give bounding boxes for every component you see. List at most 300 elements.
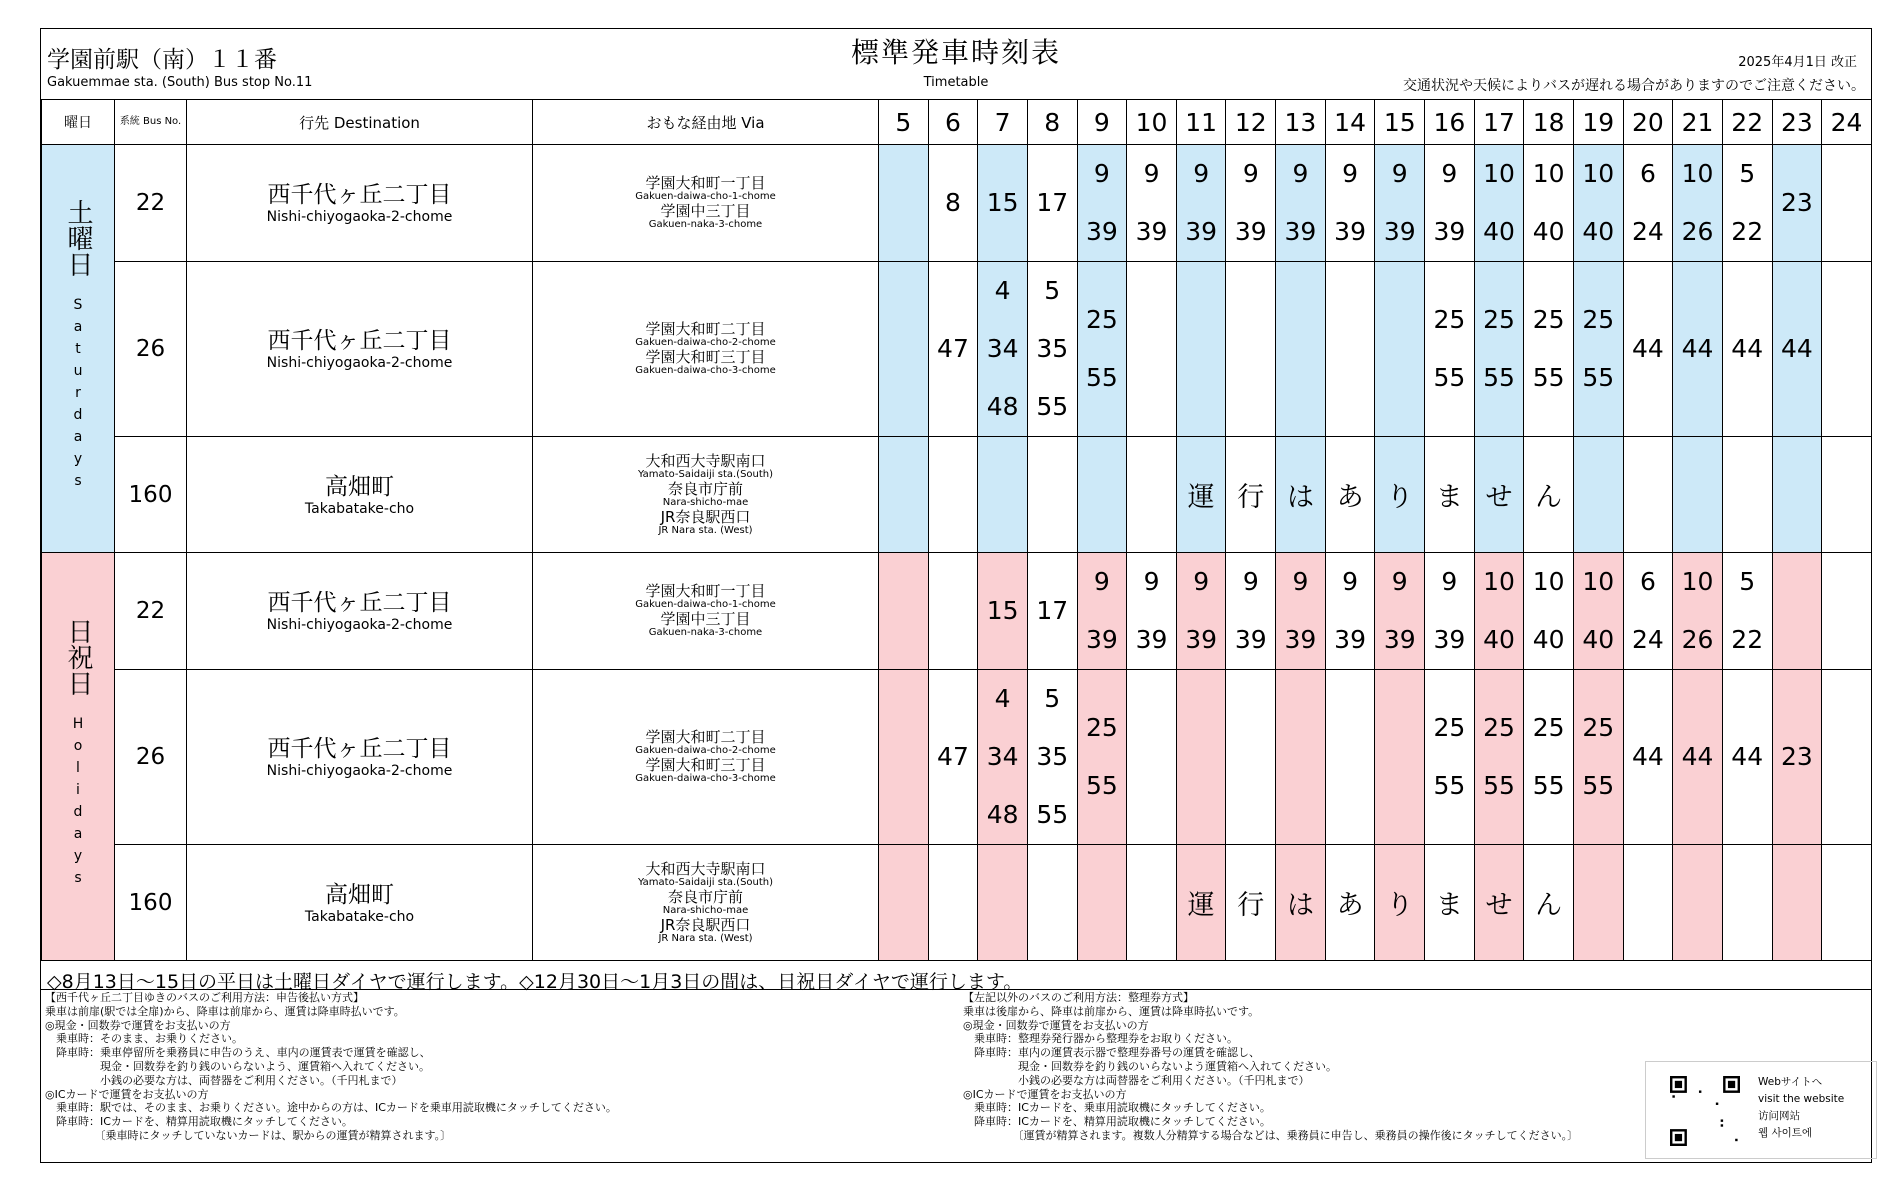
qr-code-icon[interactable] xyxy=(1666,1076,1744,1146)
departure-minute: 44 xyxy=(1632,334,1664,363)
departure-cell xyxy=(1772,145,1822,262)
departure-cell xyxy=(1822,670,1872,845)
departure-minute: 24 xyxy=(1632,217,1664,246)
departure-cell xyxy=(1127,262,1177,437)
not-running-cell: 行 xyxy=(1226,437,1276,553)
departure-minute: 17 xyxy=(1036,596,1069,625)
not-running-cell: ま xyxy=(1425,845,1475,961)
departure-minute: 15 xyxy=(986,188,1019,217)
departure-minute: 39 xyxy=(1284,217,1317,246)
departure-minute: 9 xyxy=(1391,159,1408,188)
route-number: 26 xyxy=(115,262,187,437)
via-stop-en: Gakuen-naka-3-chome xyxy=(648,627,763,638)
via-stop: 奈良市庁前 xyxy=(667,479,743,498)
departure-cell xyxy=(879,670,929,845)
departure-cell xyxy=(1375,262,1425,437)
departure-cell xyxy=(928,145,978,262)
departure-cell xyxy=(1673,145,1723,262)
departure-minute: 39 xyxy=(1433,625,1466,654)
departure-minute: 39 xyxy=(1085,217,1118,246)
via-stop: 学園中三丁目 xyxy=(660,610,751,628)
hour-header: 11 xyxy=(1176,100,1226,145)
departure-cell xyxy=(978,145,1028,262)
departure-minute: 40 xyxy=(1582,625,1615,654)
departure-minute: 9 xyxy=(1292,567,1309,596)
not-running-cell xyxy=(1772,845,1822,961)
departure-cell xyxy=(1077,553,1127,670)
departure-cell xyxy=(1027,670,1077,845)
departure-cell xyxy=(1673,262,1723,437)
via-stop-en: Gakuen-daiwa-cho-1-chome xyxy=(635,191,776,202)
departure-minute: 47 xyxy=(937,334,969,363)
col-header-via: おもな経由地 Via xyxy=(533,100,879,145)
via-stop: 奈良市庁前 xyxy=(667,887,743,906)
departure-cell xyxy=(1176,262,1226,437)
departure-cell xyxy=(1573,670,1623,845)
departure-minute: 25 xyxy=(1085,713,1118,742)
departure-minute: 9 xyxy=(1093,159,1110,188)
not-running-cell xyxy=(1673,845,1723,961)
departure-cell xyxy=(1127,670,1177,845)
departure-minute: 25 xyxy=(1085,305,1118,334)
departure-minute: 39 xyxy=(1135,217,1168,246)
departure-minute: 26 xyxy=(1681,217,1714,246)
destination-cell xyxy=(187,262,533,437)
fare-instructions-right: 【左記以外のバスのご利用方法：整理券方式】 乗車は後扉から、降車は前扉から、運賃は降車時払いです。 ◎現金・回数券で運賃をお支払いの方 乗車時：整理券発行器から整理券をお取りください。 降車時：車内の運賃表示器で整理券番号の運賃を確認し、 現金・回数券を釣り銭のいらないよう運賃箱へ入れてください。 小銭の必要な方は両替器をご利用ください。（千円札まで） ◎ICカードで運賃をお支払いの方 乗車時：ICカードを、乗車用読取機にタッチしてください。 降車時：ICカードを、精算用読取機にタッチしてください。 〔運賃が精算されます。複数人分精算する場合などは、乗務員に申告し、乗務員の操作後にタッチしてください。〕 xyxy=(963,991,1579,1142)
route-number: 26 xyxy=(115,670,187,845)
destination-cell xyxy=(187,553,533,670)
via-cell xyxy=(533,845,879,961)
via-stop-en: Nara-shicho-mae xyxy=(662,496,749,508)
route-row xyxy=(42,553,1872,670)
departure-minute: 34 xyxy=(986,742,1019,771)
hour-header: 12 xyxy=(1226,100,1276,145)
departure-minute: 25 xyxy=(1582,305,1615,334)
website-text-line: Webサイトへ xyxy=(1758,1076,1823,1088)
hour-header: 14 xyxy=(1325,100,1375,145)
hour-header: 23 xyxy=(1772,100,1822,145)
via-stop: JR奈良駅西口 xyxy=(660,915,751,934)
departure-cell xyxy=(1176,145,1226,262)
not-running-cell xyxy=(1573,845,1623,961)
via-stop-en: Gakuen-daiwa-cho-2-chome xyxy=(635,745,776,756)
page-title: 標準発車時刻表 xyxy=(850,36,1061,69)
via-stop-en: Gakuen-daiwa-cho-3-chome xyxy=(635,773,776,784)
not-running-cell xyxy=(1822,437,1872,553)
timetable-grid xyxy=(41,99,1872,961)
departure-minute: 6 xyxy=(1639,159,1656,188)
departure-minute: 55 xyxy=(1433,363,1466,392)
col-header-day: 曜日 xyxy=(42,100,115,145)
departure-minute: 9 xyxy=(1441,159,1458,188)
hour-header: 17 xyxy=(1474,100,1524,145)
departure-minute: 39 xyxy=(1433,217,1466,246)
departure-cell xyxy=(1623,145,1673,262)
departure-cell xyxy=(978,553,1028,670)
route-number: 160 xyxy=(115,437,187,553)
departure-cell xyxy=(1127,553,1177,670)
via-stop: 学園大和町一丁目 xyxy=(645,174,766,192)
departure-minute: 10 xyxy=(1532,567,1565,596)
departure-minute: 23 xyxy=(1780,742,1813,771)
departure-minute: 10 xyxy=(1681,567,1714,596)
departure-minute: 39 xyxy=(1234,625,1267,654)
hour-header: 21 xyxy=(1673,100,1723,145)
departure-cell xyxy=(1425,262,1475,437)
departure-minute: 55 xyxy=(1036,392,1069,421)
revision-date: 2025年4月1日 改正 xyxy=(1738,55,1857,70)
website-text xyxy=(1758,1074,1844,1142)
departure-minute: 55 xyxy=(1085,363,1118,392)
via-stop: 学園大和町二丁目 xyxy=(645,728,766,746)
departure-cell xyxy=(1573,145,1623,262)
departure-cell xyxy=(1226,145,1276,262)
departure-minute: 55 xyxy=(1483,771,1515,800)
departure-cell xyxy=(1027,553,1077,670)
destination-name-en: Takabatake-cho xyxy=(304,500,415,517)
website-link-box[interactable] xyxy=(1645,1061,1877,1159)
departure-minute: 9 xyxy=(1093,567,1110,596)
route-row xyxy=(42,845,1872,961)
not-running-cell: 行 xyxy=(1226,845,1276,961)
destination-name: 西千代ヶ丘二丁目 xyxy=(267,328,452,354)
departure-cell xyxy=(1027,145,1077,262)
departure-minute: 25 xyxy=(1532,305,1565,334)
departure-minute: 40 xyxy=(1532,625,1565,654)
departure-minute: 35 xyxy=(1036,742,1069,771)
not-running-cell: 運 xyxy=(1176,845,1226,961)
departure-minute: 9 xyxy=(1242,567,1259,596)
departure-minute: 40 xyxy=(1532,217,1565,246)
not-running-cell: は xyxy=(1276,845,1326,961)
via-stop-en: Gakuen-daiwa-cho-3-chome xyxy=(635,365,776,376)
departure-minute: 39 xyxy=(1284,625,1317,654)
via-cell xyxy=(533,553,879,670)
departure-minute: 15 xyxy=(986,596,1019,625)
departure-minute: 44 xyxy=(1632,742,1664,771)
departure-minute: 24 xyxy=(1632,625,1664,654)
destination-name-en: Nishi-chiyogaoka-2-chome xyxy=(266,763,453,779)
via-stop: 大和西大寺駅南口 xyxy=(645,451,766,470)
destination-name: 西千代ヶ丘二丁目 xyxy=(267,590,452,616)
departure-minute: 22 xyxy=(1731,217,1764,246)
not-running-cell xyxy=(928,437,978,553)
hour-header: 16 xyxy=(1425,100,1475,145)
departure-minute: 25 xyxy=(1483,713,1515,742)
departure-cell xyxy=(1375,553,1425,670)
not-running-cell xyxy=(1623,437,1673,553)
departure-cell xyxy=(1276,553,1326,670)
destination-cell xyxy=(187,670,533,845)
not-running-cell: せ xyxy=(1474,845,1524,961)
departure-minute: 55 xyxy=(1532,771,1565,800)
timetable-sheet xyxy=(40,28,1872,1163)
departure-minute: 9 xyxy=(1242,159,1259,188)
departure-minute: 44 xyxy=(1780,334,1813,363)
not-running-cell xyxy=(1722,845,1772,961)
departure-cell xyxy=(879,145,929,262)
departure-minute: 44 xyxy=(1681,334,1714,363)
via-stop-en: JR Nara sta. (West) xyxy=(658,524,753,536)
departure-cell xyxy=(1077,145,1127,262)
website-text-line: 웹 사이트에 xyxy=(1758,1127,1813,1139)
not-running-cell xyxy=(1822,845,1872,961)
day-label-cell xyxy=(42,553,115,961)
departure-minute: 39 xyxy=(1085,625,1118,654)
departure-cell xyxy=(1226,262,1276,437)
departure-minute: 55 xyxy=(1085,771,1118,800)
departure-cell xyxy=(978,262,1028,437)
destination-name: 高畑町 xyxy=(325,881,394,908)
departure-cell xyxy=(978,670,1028,845)
destination-name: 西千代ヶ丘二丁目 xyxy=(267,736,452,762)
day-label: 土曜日 xyxy=(63,198,93,277)
departure-cell xyxy=(928,670,978,845)
page-title-en: Timetable xyxy=(923,75,989,90)
header-row xyxy=(42,100,1872,145)
via-stop: 学園大和町三丁目 xyxy=(645,348,766,366)
route-row xyxy=(42,437,1872,553)
departure-minute: 39 xyxy=(1185,625,1218,654)
not-running-cell: り xyxy=(1375,845,1425,961)
departure-minute: 34 xyxy=(986,334,1019,363)
departure-cell xyxy=(879,262,929,437)
fare-instructions-left: 【西千代ヶ丘二丁目ゆきのバスのご利用方法：申告後払い方式】 乗車は前扉(駅では全扉)から、降車は前扉から、運賃は降車時払いです。 ◎現金・回数券で運賃をお支払いの方 乗車時：そのまま、お乗りください。 降車時：乗車停留所を乗務員に申告のうえ、車内の運賃表で運賃を確認し、 現金・回数券を釣り銭のいらないよう、運賃箱へ入れてください。 小銭の必要な方は、両替器をご利用ください。（千円札まで） ◎ICカードで運賃をお支払いの方 乗車時：駅では、そのまま、お乗りください。途中からの方は、ICカードを乗車用読取機にタッチしてください。 降車時：ICカードを、精算用読取機にタッチしてください。 〔乗車時にタッチしていないカードは、駅からの運賃が精算されます。〕 xyxy=(45,991,617,1142)
not-running-cell xyxy=(879,845,929,961)
departure-cell xyxy=(1722,145,1772,262)
departure-minute: 22 xyxy=(1731,625,1764,654)
departure-cell xyxy=(1474,670,1524,845)
departure-minute: 55 xyxy=(1433,771,1466,800)
departure-cell xyxy=(1822,553,1872,670)
departure-cell xyxy=(1375,145,1425,262)
destination-cell xyxy=(187,145,533,262)
not-running-cell xyxy=(1772,437,1822,553)
route-number: 22 xyxy=(115,145,187,262)
not-running-cell xyxy=(1127,437,1177,553)
not-running-cell: せ xyxy=(1474,437,1524,553)
departure-cell xyxy=(1772,262,1822,437)
website-text-line: visit the website xyxy=(1758,1093,1845,1105)
day-label-en: Saturdays xyxy=(70,296,86,495)
destination-name: 西千代ヶ丘二丁目 xyxy=(267,182,452,208)
departure-minute: 44 xyxy=(1681,742,1714,771)
not-running-cell xyxy=(1722,437,1772,553)
departure-cell xyxy=(1623,553,1673,670)
via-stop-en: Gakuen-naka-3-chome xyxy=(648,219,763,230)
departure-cell xyxy=(928,553,978,670)
hour-header: 10 xyxy=(1127,100,1177,145)
not-running-cell xyxy=(1077,437,1127,553)
col-header-destination: 行先 Destination xyxy=(187,100,533,145)
not-running-cell: ん xyxy=(1524,437,1574,553)
not-running-cell xyxy=(978,845,1028,961)
via-stop-en: Gakuen-daiwa-cho-2-chome xyxy=(635,337,776,348)
departure-minute: 9 xyxy=(1143,567,1160,596)
departure-cell xyxy=(1276,262,1326,437)
via-cell xyxy=(533,670,879,845)
hour-header: 5 xyxy=(879,100,929,145)
hour-header: 19 xyxy=(1573,100,1623,145)
destination-name: 高畑町 xyxy=(325,473,394,500)
via-stop-en: JR Nara sta. (West) xyxy=(658,932,753,944)
departure-minute: 55 xyxy=(1582,363,1615,392)
departure-cell xyxy=(1673,553,1723,670)
departure-cell xyxy=(1573,262,1623,437)
via-cell xyxy=(533,145,879,262)
not-running-cell xyxy=(1077,845,1127,961)
not-running-cell: は xyxy=(1276,437,1326,553)
hour-header: 9 xyxy=(1077,100,1127,145)
departure-cell xyxy=(1822,262,1872,437)
departure-minute: 40 xyxy=(1483,625,1515,654)
route-number: 22 xyxy=(115,553,187,670)
via-stop: 学園大和町三丁目 xyxy=(645,756,766,774)
route-number: 160 xyxy=(115,845,187,961)
route-row xyxy=(42,670,1872,845)
departure-minute: 55 xyxy=(1036,800,1069,829)
via-stop-en: Nara-shicho-mae xyxy=(662,904,749,916)
departure-minute: 17 xyxy=(1036,188,1069,217)
divider xyxy=(41,989,1871,990)
departure-minute: 35 xyxy=(1036,334,1069,363)
departure-cell xyxy=(1722,670,1772,845)
not-running-cell xyxy=(978,437,1028,553)
departure-minute: 25 xyxy=(1532,713,1565,742)
destination-cell xyxy=(187,845,533,961)
departure-cell xyxy=(1325,145,1375,262)
day-label-cell xyxy=(42,145,115,553)
not-running-cell xyxy=(1573,437,1623,553)
not-running-cell xyxy=(1673,437,1723,553)
departure-minute: 39 xyxy=(1334,625,1366,654)
departure-minute: 25 xyxy=(1483,305,1515,334)
departure-cell xyxy=(1425,670,1475,845)
bus-stop-name: 学園前駅（南）１１番 xyxy=(47,47,277,73)
hour-header: 13 xyxy=(1276,100,1326,145)
via-stop: JR奈良駅西口 xyxy=(660,507,751,526)
hour-header: 6 xyxy=(928,100,978,145)
departure-minute: 55 xyxy=(1582,771,1615,800)
route-row xyxy=(42,145,1872,262)
departure-cell xyxy=(1375,670,1425,845)
departure-cell xyxy=(1474,145,1524,262)
destination-name-en: Nishi-chiyogaoka-2-chome xyxy=(266,617,453,633)
via-cell xyxy=(533,262,879,437)
departure-minute: 10 xyxy=(1483,567,1515,596)
departure-minute: 9 xyxy=(1193,159,1210,188)
departure-minute: 4 xyxy=(994,684,1011,713)
departure-cell xyxy=(1623,670,1673,845)
delay-caution: 交通状況や天候によりバスが遅れる場合がありますのでご注意ください。 xyxy=(1403,78,1865,94)
departure-cell xyxy=(1425,145,1475,262)
departure-minute: 26 xyxy=(1681,625,1714,654)
hour-header: 7 xyxy=(978,100,1028,145)
not-running-cell xyxy=(879,437,929,553)
departure-minute: 9 xyxy=(1143,159,1160,188)
departure-minute: 5 xyxy=(1739,567,1756,596)
via-stop: 学園大和町一丁目 xyxy=(645,582,766,600)
departure-minute: 9 xyxy=(1342,567,1359,596)
departure-minute: 44 xyxy=(1731,742,1764,771)
hour-header: 18 xyxy=(1524,100,1574,145)
departure-cell xyxy=(1027,262,1077,437)
day-label-en: Holidays xyxy=(70,715,86,892)
departure-minute: 4 xyxy=(994,276,1011,305)
departure-minute: 48 xyxy=(986,800,1019,829)
departure-minute: 10 xyxy=(1483,159,1515,188)
departure-cell xyxy=(1077,670,1127,845)
hour-header: 22 xyxy=(1722,100,1772,145)
col-header-route-no: 系統 Bus No. xyxy=(115,100,187,145)
departure-minute: 47 xyxy=(937,742,969,771)
departure-cell xyxy=(1474,553,1524,670)
not-running-cell xyxy=(1027,437,1077,553)
departure-cell xyxy=(1573,553,1623,670)
departure-cell xyxy=(1276,670,1326,845)
departure-cell xyxy=(1722,553,1772,670)
departure-minute: 8 xyxy=(945,188,961,217)
via-cell xyxy=(533,437,879,553)
departure-cell xyxy=(1623,262,1673,437)
not-running-cell xyxy=(1027,845,1077,961)
not-running-cell: あ xyxy=(1325,845,1375,961)
not-running-cell xyxy=(1623,845,1673,961)
departure-minute: 39 xyxy=(1185,217,1218,246)
departure-cell xyxy=(1226,553,1276,670)
departure-minute: 55 xyxy=(1483,363,1515,392)
departure-cell xyxy=(1176,670,1226,845)
departure-minute: 6 xyxy=(1639,567,1656,596)
destination-name-en: Takabatake-cho xyxy=(304,908,415,925)
departure-cell xyxy=(1176,553,1226,670)
website-text-line: 访问网站 xyxy=(1758,1110,1800,1122)
departure-minute: 48 xyxy=(986,392,1019,421)
departure-cell xyxy=(1325,553,1375,670)
hour-header: 24 xyxy=(1822,100,1872,145)
departure-cell xyxy=(1524,262,1574,437)
not-running-cell: ん xyxy=(1524,845,1574,961)
departure-minute: 39 xyxy=(1383,625,1416,654)
departure-minute: 9 xyxy=(1391,567,1408,596)
departure-cell xyxy=(1077,262,1127,437)
departure-cell xyxy=(1474,262,1524,437)
departure-minute: 5 xyxy=(1739,159,1756,188)
departure-minute: 40 xyxy=(1582,217,1615,246)
not-running-cell: 運 xyxy=(1176,437,1226,553)
bus-stop-name-en: Gakuemmae sta. (South) Bus stop No.11 xyxy=(47,75,313,90)
departure-cell xyxy=(1524,553,1574,670)
hour-header: 20 xyxy=(1623,100,1673,145)
destination-name-en: Nishi-chiyogaoka-2-chome xyxy=(266,355,453,371)
departure-minute: 5 xyxy=(1044,684,1061,713)
departure-cell xyxy=(1425,553,1475,670)
departure-cell xyxy=(928,262,978,437)
departure-minute: 5 xyxy=(1044,276,1061,305)
departure-cell xyxy=(1127,145,1177,262)
departure-minute: 9 xyxy=(1342,159,1359,188)
departure-minute: 25 xyxy=(1433,305,1466,334)
departure-cell xyxy=(1772,670,1822,845)
not-running-cell: あ xyxy=(1325,437,1375,553)
departure-minute: 25 xyxy=(1582,713,1615,742)
departure-cell xyxy=(1722,262,1772,437)
hour-header: 15 xyxy=(1375,100,1425,145)
departure-cell xyxy=(1325,262,1375,437)
departure-cell xyxy=(1276,145,1326,262)
departure-cell xyxy=(1772,553,1822,670)
departure-minute: 9 xyxy=(1292,159,1309,188)
